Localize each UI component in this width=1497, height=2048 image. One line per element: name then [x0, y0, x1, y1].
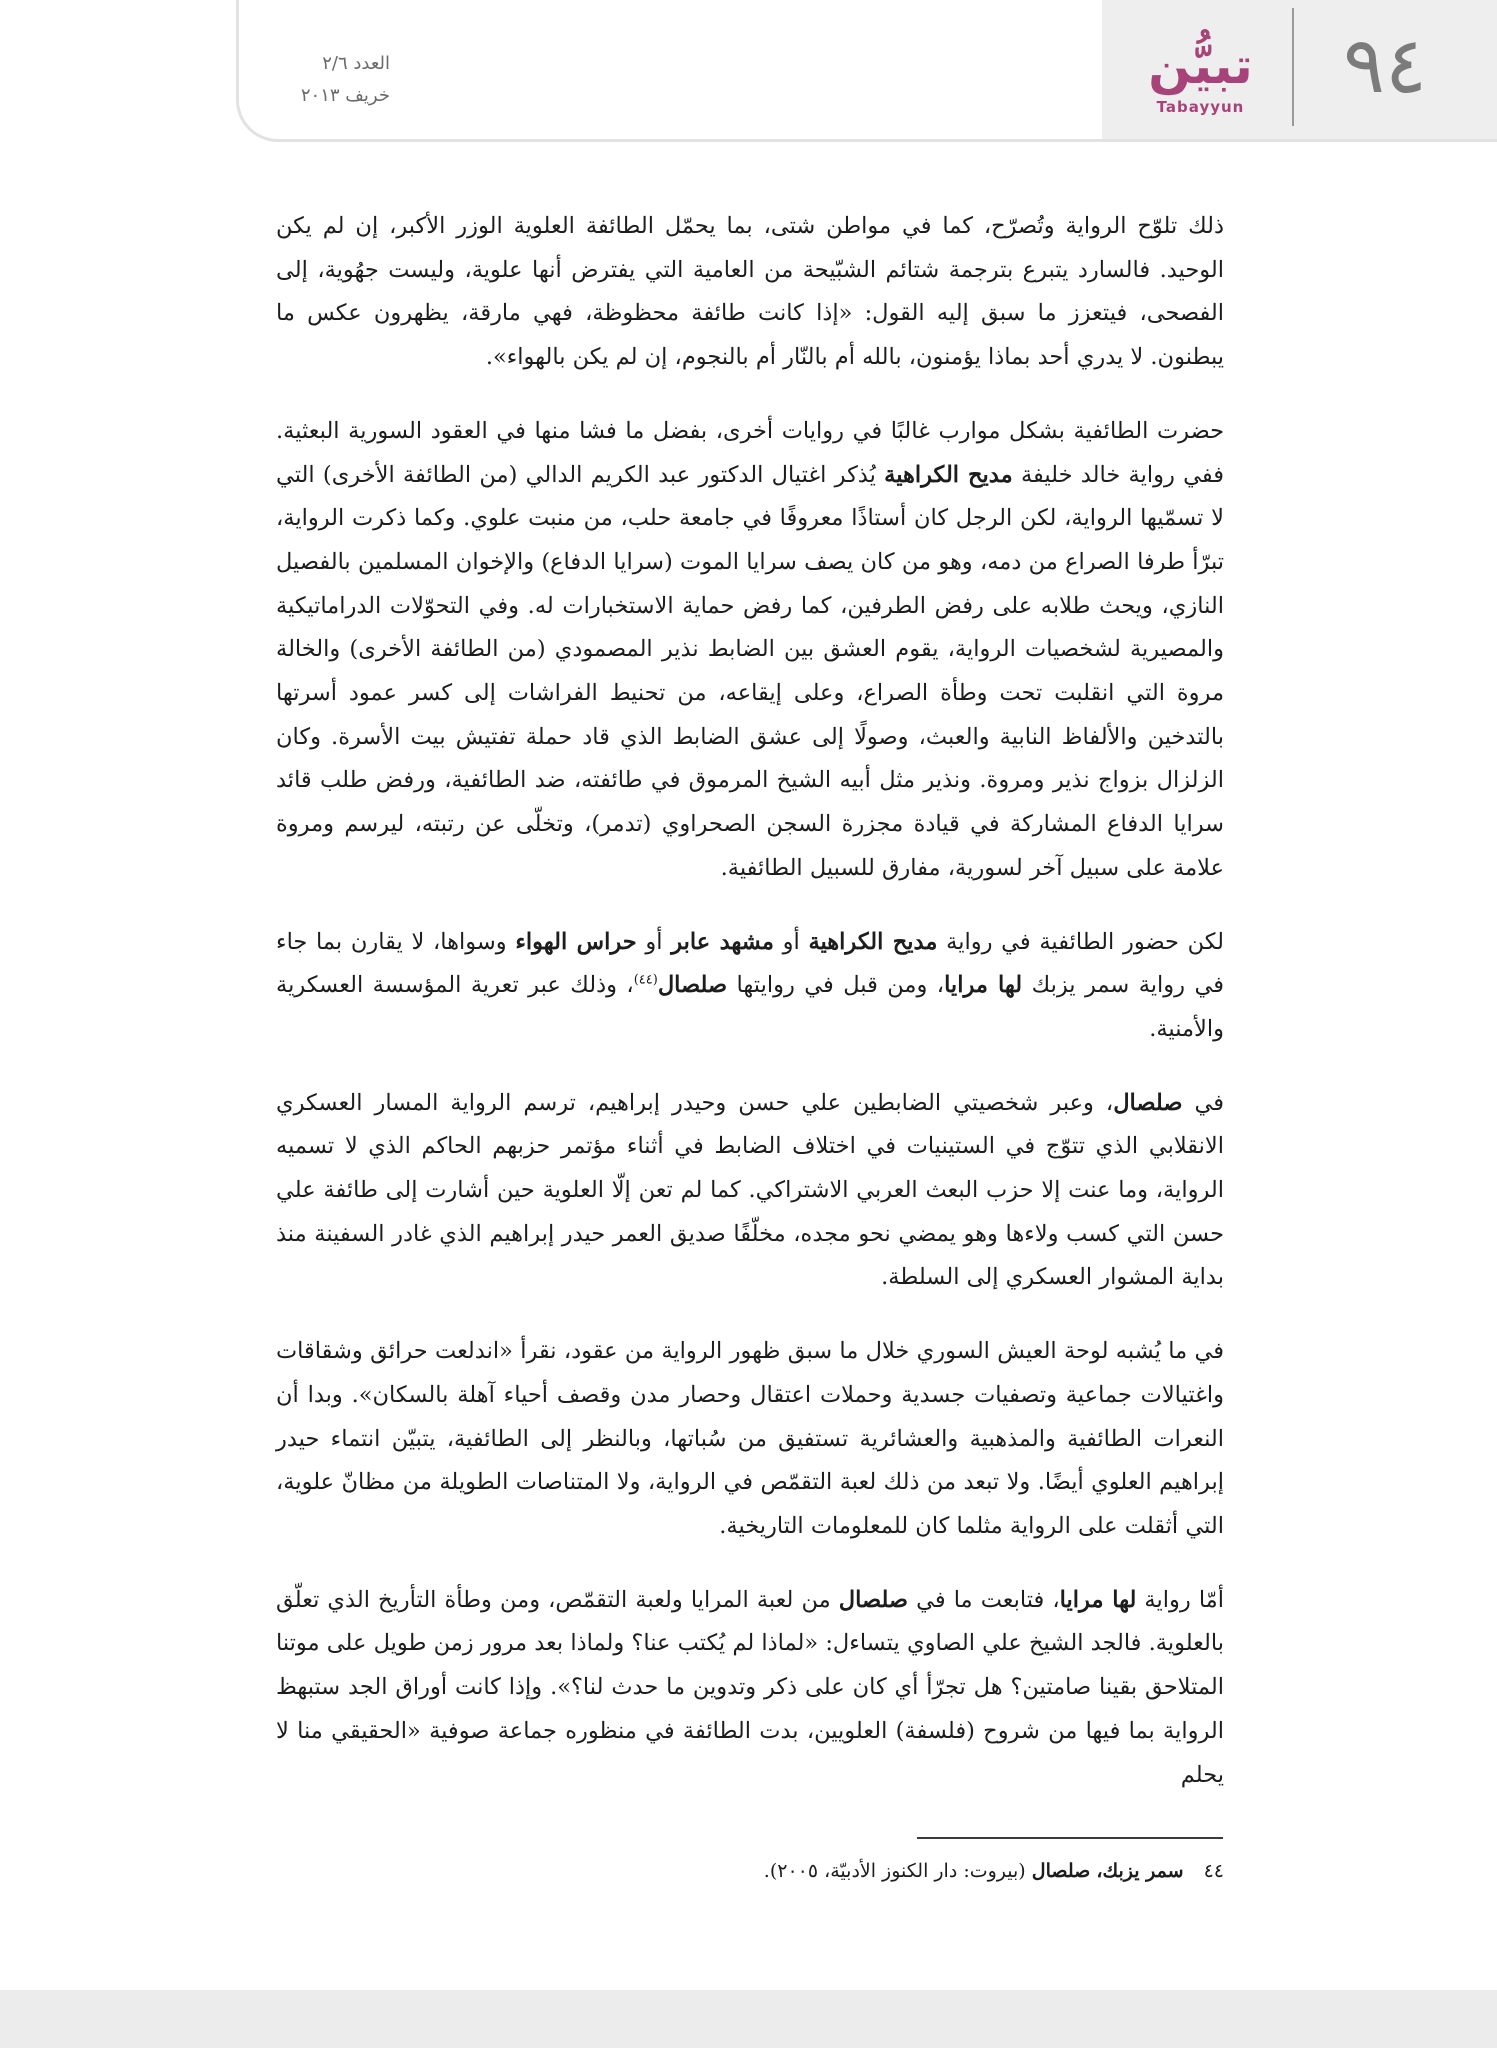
book-title: مديح الكراهية — [884, 461, 1013, 488]
text-run: أو — [773, 928, 809, 955]
issue-info — [250, 48, 390, 118]
book-title: مشهد عابر — [671, 928, 774, 955]
issue-season: خريف ٢٠١٣ — [300, 85, 390, 106]
text-run: ، وعبر شخصيتي الضابطين علي حسن وحيدر إبراهيم، ترسم الرواية المسار العسكري الانقلابي الذي تتوّج في الستينيات في اختلاف الضابط في أثناء مؤتمر حزبهم الحاكم الذي لا تسميه الرواية، وما عنت إلا حزب البعث العربي الاشتراكي. كما لم تعن إلّا العلوية حين أشارت إلى طائفة علي حسن التي كسب ولاءها وهو يمضي نحو مجده، مخلّفًا صديق العمر حيدر إبراهيم الذي غادر السفينة منذ بداية المشوار العسكري إلى السلطة. — [276, 1089, 1224, 1291]
text-run: وسواها، لا يقارن بما جاء في رواية سمر يزبك — [276, 928, 1224, 999]
footnote-details: (بيروت: دار الكنوز الأدبيّة، ٢٠٠٥). — [763, 1860, 1026, 1882]
issue-number: العدد ٢/٦ — [322, 53, 390, 74]
paragraph-1-text: ذلك تلوّح الرواية وتُصرّح، كما في مواطن شتى، بما يحمّل الطائفة العلوية الوزر الأكبر، إن لم يكن الوحيد. فالسارد يتبرع بترجمة شتائم الشبّيحة من العامية التي يفترض أنها علوية، وليست جهُوية، إلى الفصحى، فيتعزز ما سبق إليه القول: «إذا كانت طائفة محظوظة، فهي مارقة، يظهرون عكس ما يبطنون. لا يدري أحد بماذا يؤمنون، بالله أم بالنّار أم بالنجوم، إن لم يكن بالهواء». — [276, 213, 1224, 371]
book-title: لها مرايا — [944, 972, 1023, 999]
text-run: أمّا رواية — [1136, 1586, 1224, 1613]
footnote-reference[interactable]: (٤٤) — [633, 972, 658, 988]
book-title: صلصال — [838, 1586, 909, 1613]
text-run: من لعبة المرايا ولعبة التقمّص، ومن وطأة التأريخ الذي تعلّق بالعلوية. فالجد الشيخ علي الصاوي يتساءل: «لماذا لم يُكتب عنا؟ ولماذا بعد مرور زمن طويل على موتنا المتلاحق بقينا صامتين؟ هل تجرّأ أي كان على ذكر وتدوين ما حدث لنا؟». وإذا كانت أوراق الجد ستبهظ الرواية بما فيها من شروح (فلسفة) العلويين، بدت الطائفة في منظوره جماعة صوفية «الحقيقي منا لا يحلم — [276, 1586, 1224, 1788]
book-title: صلصال — [657, 972, 728, 999]
paragraph-1 — [276, 205, 1224, 380]
footnote-number: ٤٤ — [1203, 1860, 1224, 1882]
text-run: ، وذلك عبر تعرية المؤسسة العسكرية والأمنية. — [276, 972, 1224, 1042]
paragraph-2 — [276, 410, 1224, 891]
paragraph-4 — [276, 1082, 1224, 1301]
text-run: أو — [636, 928, 672, 955]
footnote — [276, 1854, 1224, 1888]
paragraph-5 — [276, 1330, 1224, 1549]
logo-arabic-text: تبيُّن — [1148, 37, 1253, 95]
header-divider — [1292, 8, 1294, 126]
text-run: ، فتابعت ما في — [908, 1586, 1060, 1613]
text-run: ، ومن قبل في روايتها — [727, 972, 945, 999]
text-run: في — [1182, 1089, 1224, 1116]
book-title: مديح الكراهية — [808, 928, 938, 955]
footnote-title: صلصال — [1031, 1860, 1091, 1882]
footnote-rule — [917, 1837, 1223, 1839]
text-run: يُذكر اغتيال الدكتور عبد الكريم الدالي (من الطائفة الأخرى) التي لا تسمّيها الرواية، لكن الرجل كان أستاذًا معروفًا في جامعة حلب، من منبت علوي. وكما ذكرت الرواية، تبرّأ طرفا الصراع من دمه، وهو من كان يصف سرايا الموت (سرايا الدفاع) والإخوان المسلمين بالفصيل النازي، ويحث طلابه على رفض الطرفين، كما رفض حماية الاستخبارات له. وفي التحوّلات الدراماتيكية والمصيرية لشخصيات الرواية، يقوم العشق بين الضابط نذير المصمودي (من الطائفة الأخرى) والخالة مروة التي انقلبت تحت وطأة الصراع، وعلى إيقاعه، من تحنيط الفراشات إلى كسر عمود أسرتها بالتدخين والألفاظ النابية والعبث، وصولًا إلى عشق الضابط الذي قاد حملة تفتيش بيت الأسرة. وكان الزلزال بزواج نذير ومروة. ونذير مثل أبيه الشيخ المرموق في طائفته، ضد الطائفية، ورفض طلب قائد سرايا الدفاع المشاركة في قيادة مجزرة السجن الصحراوي (تدمر)، وتخلّى عن رتبته، ليرسم ومروة علامة على سبيل آخر لسورية، مفارق للسبيل الطائفية. — [276, 461, 1224, 881]
journal-logo — [1118, 30, 1283, 130]
bottom-band — [0, 1990, 1497, 2048]
text-run: حضرت الطائفية بشكل موارب غالبًا في روايات أخرى، بفضل ما فشا منها في العقود السورية البعثية. ففي رواية خالد خليفة — [276, 417, 1224, 488]
page-number: ٩٤ — [1343, 21, 1427, 111]
paragraph-6 — [276, 1579, 1224, 1798]
book-title: صلصال — [1113, 1089, 1183, 1116]
footnote-author: سمر يزبك، — [1096, 1860, 1184, 1882]
logo-latin-text: Tabayyun — [1156, 98, 1245, 116]
book-title: حراس الهواء — [515, 928, 637, 955]
article-body — [276, 205, 1224, 1797]
paragraph-5-text: في ما يُشبه لوحة العيش السوري خلال ما سبق ظهور الرواية من عقود، نقرأ «اندلعت حرائق وشقاقات واغتيالات جماعية وتصفيات جسدية وحملات اعتقال وحصار مدن وقصف أحياء آهلة بالسكان». وبدا أن النعرات الطائفية والمذهبية والعشائرية تستفيق من سُباتها، وبالنظر إلى الطائفية، يتبيّن انتماء حيدر إبراهيم العلوي أيضًا. ولا تبعد من ذلك لعبة التقمّص في الرواية، ولا المتناصات الطويلة من مظانّ علوية، التي أثقلت على الرواية مثلما كان للمعلومات التاريخية. — [276, 1338, 1224, 1539]
text-run: لكن حضور الطائفية في رواية — [937, 928, 1225, 955]
book-title: لها مرايا — [1059, 1586, 1137, 1613]
paragraph-3 — [276, 921, 1224, 1052]
